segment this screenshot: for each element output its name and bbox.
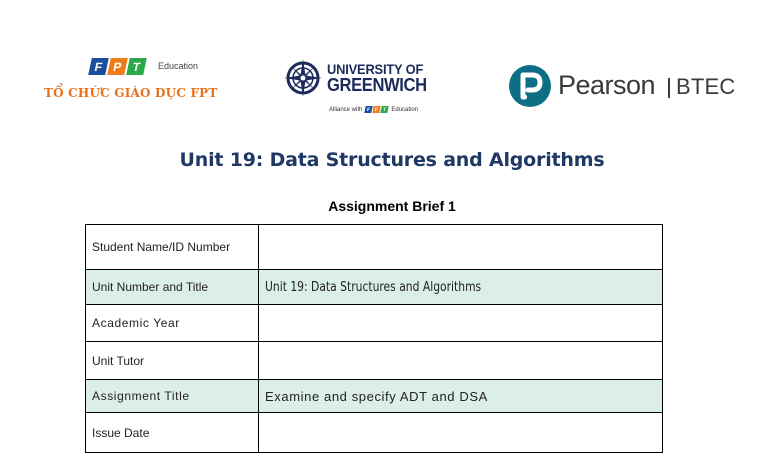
academic-year-label: Academic Year — [86, 305, 259, 342]
pearson-p-icon — [508, 64, 552, 108]
fpt-mark — [90, 58, 145, 75]
fpt-education-label: Education — [158, 61, 199, 71]
alliance-suffix: Education — [391, 106, 419, 113]
assignment-title-label: Assignment Title — [86, 380, 259, 413]
table-row — [86, 305, 663, 342]
unit-number-title-value-cell — [259, 270, 663, 305]
mini-fpt-f: F — [365, 106, 373, 113]
btec-wordmark: BTEC — [676, 74, 736, 99]
mini-fpt-t: T — [381, 106, 389, 113]
assignment-brief-heading: Assignment Brief 1 — [328, 198, 456, 214]
academic-year-value[interactable] — [259, 305, 663, 342]
pearson-wordmark: Pearson — [558, 70, 656, 100]
fpt-letter-f: F — [88, 58, 109, 75]
table-row — [86, 342, 663, 380]
unit-tutor-value[interactable] — [259, 342, 663, 380]
table-row — [86, 413, 663, 453]
greenwich-line2: GREENWICH — [327, 75, 427, 95]
issue-date-value[interactable] — [259, 413, 663, 453]
student-name-label: Student Name/ID Number — [86, 225, 259, 270]
fpt-org-name: TỔ CHỨC GIÁO DỤC FPT — [44, 86, 218, 100]
unit-tutor-label: Unit Tutor — [86, 342, 259, 380]
page-title: Unit 19: Data Structures and Algorithms — [179, 149, 605, 171]
logo-header — [0, 0, 784, 130]
issue-date-label: Issue Date — [86, 413, 259, 453]
assignment-title-value: Examine and specify ADT and DSA — [259, 380, 663, 413]
alliance-text: Alliance with — [329, 106, 363, 113]
pearson-btec-logo — [508, 64, 738, 110]
unit-number-title-value: Unit 19: Data Structures and Algorithms — [265, 279, 482, 295]
alliance-line — [329, 106, 418, 113]
table-row — [86, 225, 663, 270]
compass-crest-icon — [283, 58, 323, 98]
unit-number-title-label: Unit Number and Title — [86, 270, 259, 305]
pearson-separator — [668, 78, 670, 98]
mini-fpt-p: P — [374, 106, 380, 113]
greenwich-logo — [283, 58, 438, 122]
greenwich-wordmark — [327, 62, 427, 95]
mini-fpt-mark — [365, 106, 388, 113]
fpt-letter-t: T — [126, 58, 147, 75]
assignment-brief-table — [85, 224, 663, 453]
fpt-education-logo — [44, 56, 219, 106]
table-row — [86, 380, 663, 413]
fpt-letter-p: P — [107, 58, 128, 75]
greenwich-line1: UNIVERSITY OF — [327, 61, 424, 77]
table-row — [86, 270, 663, 305]
student-name-value[interactable] — [259, 225, 663, 270]
